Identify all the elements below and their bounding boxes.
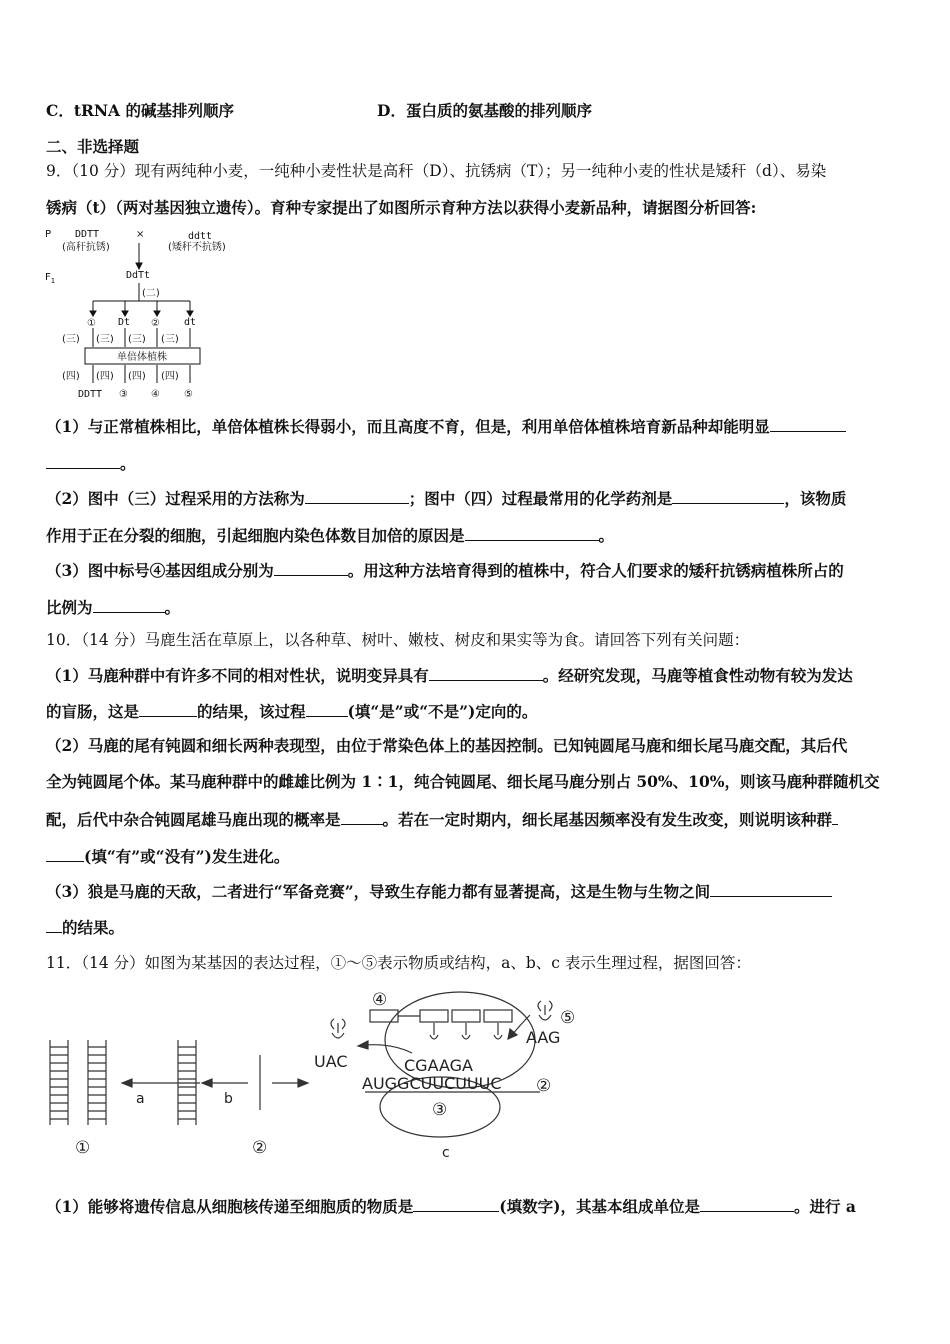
parent2-genotype: ddtt [188, 231, 213, 242]
gamete-2: Dt [118, 317, 131, 328]
q10-sub3: （3）狼是马鹿的天敌，二者进行“军备竞赛”，导致生存能力都有显著提高，这是生物与生物之间 [46, 880, 906, 903]
f1-label: $F_1$ [45, 272, 56, 285]
q9-line2: 锈病（t）（两对基因独立遗传）。育种专家提出了如图所示育种方法以获得小麦新品种，请据图分析回答: [46, 198, 757, 217]
q9-line1: 9．（10 分）现有两纯种小麦，一纯种小麦性状是高秆（D）、抗锈病（T）；另一纯种小麦的性状是矮秆（d）、易染 [46, 162, 827, 180]
q11-sub1: （1）能够将遗传信息从细胞核传递至细胞质的物质是 (填数字)，其基本组成单位是 。进行 a [46, 1197, 856, 1216]
answer-blank[interactable] [139, 700, 197, 717]
mrna-label: ② [536, 1076, 552, 1096]
step-4-label-4: (四) [161, 371, 179, 382]
step-3-label-3: (三) [128, 334, 146, 345]
step-4-label-2: (四) [96, 371, 114, 382]
ribosome-label: ③ [432, 1100, 448, 1120]
trna-label: ⑤ [560, 1008, 576, 1028]
answer-blank[interactable] [305, 487, 409, 504]
step-3-label-4: (三) [161, 334, 179, 345]
label-1: ① [75, 1138, 91, 1158]
step-4-label-1: (四) [62, 371, 80, 382]
answer-blank[interactable] [700, 1195, 794, 1212]
q9-sub2-cont: 作用于正在分裂的细胞，引起细胞内染色体数目加倍的原因是 。 [46, 526, 615, 545]
haploid-plant-label: 单倍体植株 [117, 352, 167, 363]
parent2-phenotype: (矮秆不抗锈) [168, 242, 226, 253]
process-c-label: c [442, 1145, 450, 1161]
q10-sub2-cont2: 配，后代中杂合钝圆尾雄马鹿出现的概率是 。若在一定时期内，细长尾基因频率没有发生改变，则说明该种群 [46, 808, 906, 831]
result-3: ④ [151, 389, 160, 400]
gamete-3: ② [151, 318, 160, 329]
step-2-label: (二) [142, 288, 160, 299]
q10-sub2-cont1: 全为钝圆尾个体。某马鹿种群中的雌雄比例为 1∶1，纯合钝圆尾、细长尾马鹿分别占 50%、10%，则该马鹿种群随机交 [46, 772, 880, 791]
answer-blank[interactable] [46, 845, 84, 862]
q10-sub3-cont: 的结果。 [46, 916, 906, 939]
q9-sub1-cont: 。 [46, 452, 906, 475]
answer-blank[interactable] [306, 700, 348, 717]
process-b-label: b [224, 1091, 233, 1107]
answer-blank[interactable] [274, 559, 348, 576]
result-1: DDTT [78, 389, 103, 400]
option-c-text: C．tRNA 的碱基排列顺序 [46, 101, 234, 120]
result-4: ⑤ [184, 389, 193, 400]
cross-symbol: × [136, 229, 145, 240]
answer-blank[interactable] [832, 808, 838, 825]
q9-sub3: （3）图中标号④基因组成分别为 。用这种方法培育得到的植株中，符合人们要求的矮秆抗锈病植株所占的 [46, 561, 844, 580]
gene-expression-diagram [40, 985, 600, 1170]
answer-blank[interactable] [465, 524, 599, 541]
option-d-text: D．蛋白质的氨基酸的排列顺序 [377, 101, 592, 120]
result-2: ③ [119, 389, 128, 400]
q9-sub2: （2）图中（三）过程采用的方法称为 ；图中（四）过程最常用的化学药剂是 ，该物质 [46, 489, 847, 508]
answer-blank[interactable] [429, 664, 543, 681]
answer-blank[interactable] [46, 916, 62, 933]
gamete-4: dt [184, 317, 197, 328]
option-d [377, 100, 777, 122]
peptide-label: ④ [372, 990, 388, 1010]
f1-genotype: DdTt [126, 270, 151, 281]
answer-blank[interactable] [710, 880, 832, 897]
parent1-phenotype: (高秆抗锈) [62, 242, 110, 253]
anticodon-aag: AAG [526, 1028, 561, 1047]
breeding-diagram [40, 225, 270, 405]
p-label: P [45, 229, 52, 240]
section-title: 二、非选择题 [46, 137, 140, 156]
q9-sub1: （1）与正常植株相比，单倍体植株长得弱小，而且高度不育，但是，利用单倍体植株培育新品种却能明显 [46, 415, 906, 438]
label-2: ② [252, 1138, 268, 1158]
gamete-1: ① [87, 318, 96, 329]
anticodons-cgaaga: CGAAGA [404, 1056, 473, 1075]
parent1-genotype: DDTT [75, 229, 100, 240]
answer-blank[interactable] [93, 596, 165, 613]
q10-sub2-cont3: (填“有”或“没有”)发生进化。 [46, 845, 906, 868]
q10-sub1-cont: 的盲肠，这是 的结果，该过程 (填“是”或“不是”)定向的。 [46, 702, 538, 721]
step-3-label-1: (三) [62, 334, 80, 345]
step-3-label-2: (三) [96, 334, 114, 345]
answer-blank[interactable] [46, 452, 120, 469]
q10-line1: 10．（14 分）马鹿生活在草原上，以各种草、树叶、嫩枝、树皮和果实等为食。请回答下列有关问题： [46, 631, 750, 649]
q10-sub1: （1）马鹿种群中有许多不同的相对性状，说明变异具有 。经研究发现，马鹿等植食性动物有较为发达 [46, 666, 853, 685]
step-4-label-3: (四) [128, 371, 146, 382]
mrna-sequence: AUGGCUUCUUUC [362, 1074, 502, 1093]
answer-blank[interactable] [413, 1195, 499, 1212]
answer-blank[interactable] [770, 415, 846, 432]
anticodon-uac: UAC [314, 1052, 348, 1071]
answer-blank[interactable] [341, 808, 383, 825]
process-a-label: a [136, 1091, 145, 1107]
q11-line1: 11．（14 分）如图为某基因的表达过程，①～⑤表示物质或结构，a、b、c 表示生理过程，据图回答： [46, 954, 751, 972]
q10-sub2: （2）马鹿的尾有钝圆和细长两种表现型，由位于常染色体上的基因控制。已知钝圆尾马鹿和细长尾马鹿交配，其后代 [46, 736, 848, 755]
answer-blank[interactable] [672, 487, 784, 504]
q9-sub3-cont: 比例为 。 [46, 598, 181, 617]
